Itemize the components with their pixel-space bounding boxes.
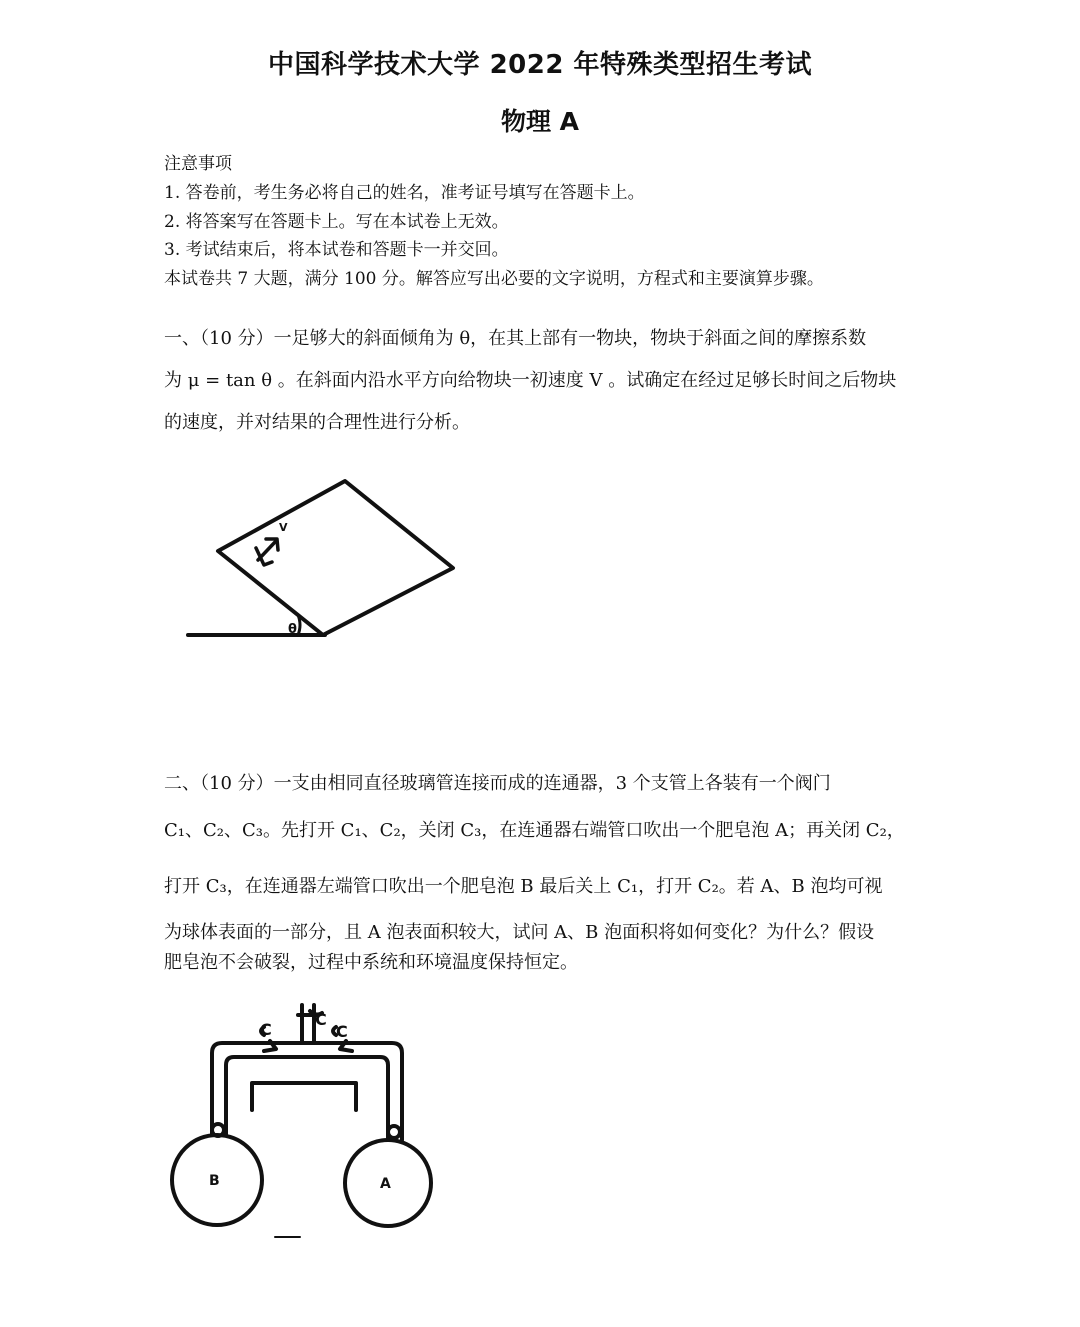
incline-plane xyxy=(218,481,453,635)
notes-section xyxy=(164,150,924,294)
exam-subject: 物理 A xyxy=(500,107,580,136)
question-2 xyxy=(164,768,924,976)
question-2-line: 为球体表面的一部分，且 A 泡表面积较大，试问 A、B 泡面积将如何变化？为什么？假设 xyxy=(164,922,875,943)
angle-arc xyxy=(298,615,300,635)
angle-label: θ xyxy=(288,622,297,637)
inner-bracket xyxy=(252,1083,356,1110)
incline-figure xyxy=(180,465,480,655)
connector-figure xyxy=(160,995,460,1245)
question-1-line: 为 μ = tan θ 。在斜面内沿水平方向给物块一初速度 V 。试确定在经过足够长时间之后物块 xyxy=(164,370,897,391)
valve-label-right: C xyxy=(336,1022,348,1041)
notes-summary: 本试卷共 7 大题，满分 100 分。解答应写出必要的文字说明，方程式和主要演算步骤。 xyxy=(164,269,824,290)
bubble-a-label: A xyxy=(380,1176,391,1192)
block-mark xyxy=(256,548,272,565)
notes-item: 3. 考试结束后，将本试卷和答题卡一并交回。 xyxy=(164,240,509,261)
velocity-label: V xyxy=(279,521,288,534)
notes-heading: 注意事项 xyxy=(164,154,232,174)
left-valve-knot xyxy=(212,1124,224,1136)
valve-label-left: C xyxy=(260,1020,272,1039)
notes-item: 1. 答卷前，考生务必将自己的姓名，准考证号填写在答题卡上。 xyxy=(164,182,645,203)
right-valve-knot xyxy=(388,1126,400,1138)
valve-label-middle: C xyxy=(315,1010,327,1029)
question-1 xyxy=(164,318,924,444)
exam-title: 中国科学技术大学 2022 年特殊类型招生考试 xyxy=(268,50,812,80)
bubble-b-label: B xyxy=(209,1173,220,1189)
question-2-line: C₁、C₂、C₃。先打开 C₁、C₂，关闭 C₃，在连通器右端管口吹出一个肥皂泡 A；再关闭 C₂， xyxy=(164,820,905,841)
question-2-line: 二、（10 分）一支由相同直径玻璃管连接而成的连通器，3 个支管上各装有一个阀门 xyxy=(164,773,831,794)
question-2-line: 打开 C₃，在连通器左端管口吹出一个肥皂泡 B 最后关上 C₁，打开 C₂。若 A、B 泡均可视 xyxy=(164,876,883,897)
question-2-line: 肥皂泡不会破裂，过程中系统和环境温度保持恒定。 xyxy=(164,952,578,973)
notes-item: 2. 将答案写在答题卡上。写在本试卷上无效。 xyxy=(164,211,509,232)
question-1-line: 的速度，并对结果的合理性进行分析。 xyxy=(164,412,470,433)
question-1-line: 一、（10 分）一足够大的斜面倾角为 θ，在其上部有一物块，物块于斜面之间的摩擦系数 xyxy=(164,328,867,349)
